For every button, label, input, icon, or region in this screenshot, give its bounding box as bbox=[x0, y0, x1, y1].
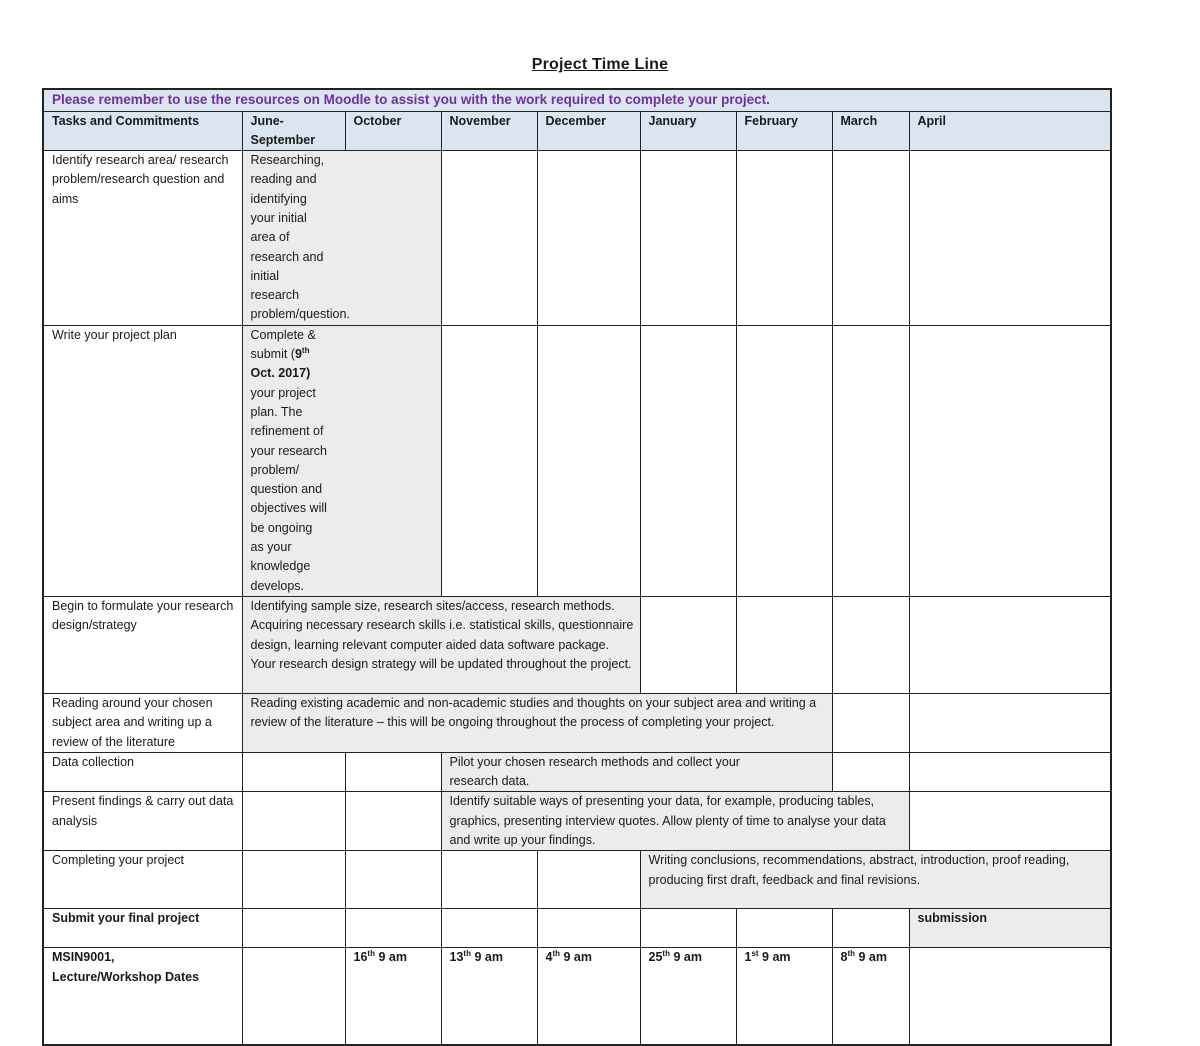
header-row bbox=[43, 111, 1111, 151]
task-period bbox=[242, 325, 441, 596]
task-period: Reading existing academic and non-academic studies and thoughts on your subject area and writing a review of the literature – this will be ongoing throughout the process of completing your project. bbox=[242, 693, 832, 752]
header-february: February bbox=[736, 111, 832, 151]
lecture-code: MSIN9001, bbox=[52, 950, 115, 965]
task-row bbox=[43, 151, 1111, 326]
task-row bbox=[43, 851, 1111, 909]
header-december: December bbox=[537, 111, 640, 151]
task-period: Identifying sample size, research sites/access, research methods. Acquiring necessary research skills i.e. statistical skills, questionnaire design, learning relevant computer aided data software package. Your research design strategy will be updated throughout the project. bbox=[242, 596, 640, 693]
task-label: Completing your project bbox=[43, 851, 242, 909]
task-text-post: your project plan. The refinement of your research problem/ question and objectives will be ongoing as your knowledge develops. bbox=[250, 385, 327, 593]
deadline-day: 9 bbox=[294, 347, 302, 362]
task-row bbox=[43, 325, 1111, 596]
lecture-date: 16th 9 am bbox=[345, 948, 441, 1045]
lecture-date: 8th 9 am bbox=[832, 948, 909, 1045]
deadline-suffix: th bbox=[301, 345, 310, 355]
lecture-date: 13th 9 am bbox=[441, 948, 537, 1045]
task-row bbox=[43, 752, 1111, 792]
task-period: Pilot your chosen research methods and collect your research data. bbox=[441, 752, 832, 792]
lecture-row bbox=[43, 948, 1111, 1045]
header-tasks: Tasks and Commitments bbox=[43, 111, 242, 151]
header-november: November bbox=[441, 111, 537, 151]
submission-cell: submission bbox=[909, 909, 1111, 948]
task-row bbox=[43, 909, 1111, 948]
moodle-notice: Please remember to use the resources on Moodle to assist you with the work required to complete your project. bbox=[43, 89, 1111, 111]
notice-row bbox=[43, 89, 1111, 111]
task-period: Researching, reading and identifying your initial area of research and initial research problem/question. bbox=[242, 151, 441, 326]
deadline-date: Oct. 2017) bbox=[250, 366, 311, 381]
task-text-pre: Complete & submit ( bbox=[250, 327, 316, 362]
task-row bbox=[43, 792, 1111, 851]
header-january: January bbox=[640, 111, 736, 151]
header-october: October bbox=[345, 111, 441, 151]
task-label: Data collection bbox=[43, 752, 242, 792]
task-row bbox=[43, 596, 1111, 693]
task-label: Submit your final project bbox=[43, 909, 242, 948]
lecture-date: 1st 9 am bbox=[736, 948, 832, 1045]
lecture-date: 25th 9 am bbox=[640, 948, 736, 1045]
page-title: Project Time Line bbox=[531, 56, 669, 73]
header-april: April bbox=[909, 111, 1111, 151]
lecture-label bbox=[43, 948, 242, 1045]
lecture-title: Lecture/Workshop Dates bbox=[52, 969, 200, 984]
task-label: Present findings & carry out data analysis bbox=[43, 792, 242, 851]
header-march: March bbox=[832, 111, 909, 151]
lecture-date: 4th 9 am bbox=[537, 948, 640, 1045]
task-label: Reading around your chosen subject area and writing up a review of the literature bbox=[43, 693, 242, 752]
task-period: Writing conclusions, recommendations, abstract, introduction, proof reading, producing first draft, feedback and final revisions. bbox=[640, 851, 1111, 909]
project-timeline-table bbox=[42, 88, 1112, 1046]
task-row bbox=[43, 693, 1111, 752]
task-label: Begin to formulate your research design/strategy bbox=[43, 596, 242, 693]
task-label: Identify research area/ research problem/research question and aims bbox=[43, 151, 242, 326]
task-period: Identify suitable ways of presenting your data, for example, producing tables, graphics, presenting interview quotes. Allow plenty of time to analyse your data and write up your findings. bbox=[441, 792, 909, 851]
task-label: Write your project plan bbox=[43, 325, 242, 596]
header-june-september: June-September bbox=[242, 111, 345, 151]
